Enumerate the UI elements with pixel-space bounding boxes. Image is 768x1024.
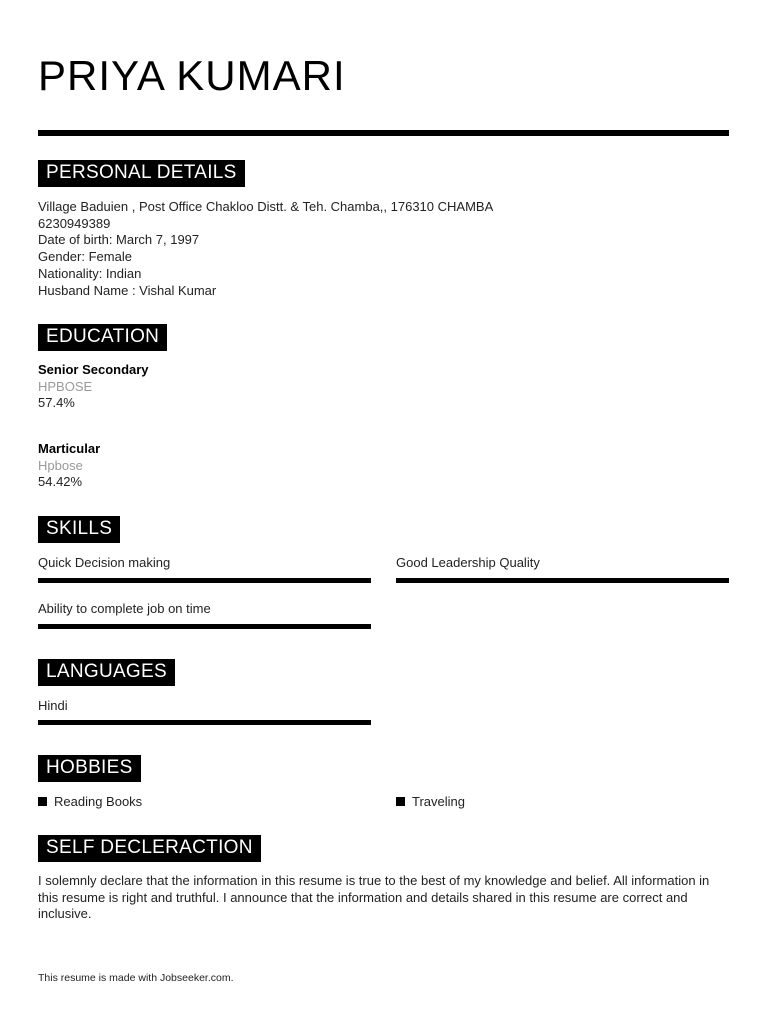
section-title-personal-details: PERSONAL DETAILS (38, 160, 245, 187)
skill-label: Good Leadership Quality (396, 555, 540, 570)
language-label: Hindi (38, 698, 68, 713)
phone-line: 6230949389 (38, 215, 111, 231)
candidate-name: PRIYA KUMARI (38, 52, 346, 99)
section-title-skills: SKILLS (38, 516, 120, 543)
declaration-text: I solemnly declare that the information in this resume is true to the best of my knowledge and belief. All information in this resume is right and truthful. I announce that the information and details shared in this resume are correct and inclusive. (38, 873, 710, 922)
square-bullet-icon (396, 797, 405, 806)
gender-line: Gender: Female (38, 249, 132, 265)
education-degree: Marticular (38, 441, 101, 456)
hobby-label: Traveling (412, 794, 465, 809)
skill-level-bar (38, 624, 371, 629)
square-bullet-icon (38, 797, 47, 806)
education-degree: Senior Secondary (38, 362, 149, 377)
skill-label: Ability to complete job on time (38, 601, 211, 616)
footer-credit: This resume is made with Jobseeker.com. (38, 972, 234, 984)
education-institution: Hpbose (38, 457, 83, 473)
hobby-item (38, 794, 142, 809)
section-title-self-declaration: SELF DECLERACTION (38, 835, 261, 862)
personal-details-block (38, 199, 493, 299)
section-title-languages: LANGUAGES (38, 659, 175, 686)
nationality-line: Nationality: Indian (38, 265, 142, 281)
husband-name-line: Husband Name : Vishal Kumar (38, 282, 217, 298)
skill-level-bar (396, 578, 729, 583)
education-score: 57.4% (38, 395, 75, 411)
address-line: Village Baduien , Post Office Chakloo Distt. & Teh. Chamba,, 176310 CHAMBA (38, 199, 494, 214)
education-item (38, 441, 100, 491)
section-title-hobbies: HOBBIES (38, 755, 141, 782)
education-institution: HPBOSE (38, 378, 93, 394)
hobby-item (396, 794, 465, 809)
skill-label: Quick Decision making (38, 555, 171, 570)
education-score: 54.42% (38, 474, 83, 490)
section-title-education: EDUCATION (38, 324, 167, 351)
education-item (38, 362, 149, 412)
hobby-label: Reading Books (54, 794, 143, 809)
dob-line: Date of birth: March 7, 1997 (38, 232, 200, 248)
skill-level-bar (38, 578, 371, 583)
language-level-bar (38, 720, 371, 725)
header-divider (38, 130, 729, 136)
